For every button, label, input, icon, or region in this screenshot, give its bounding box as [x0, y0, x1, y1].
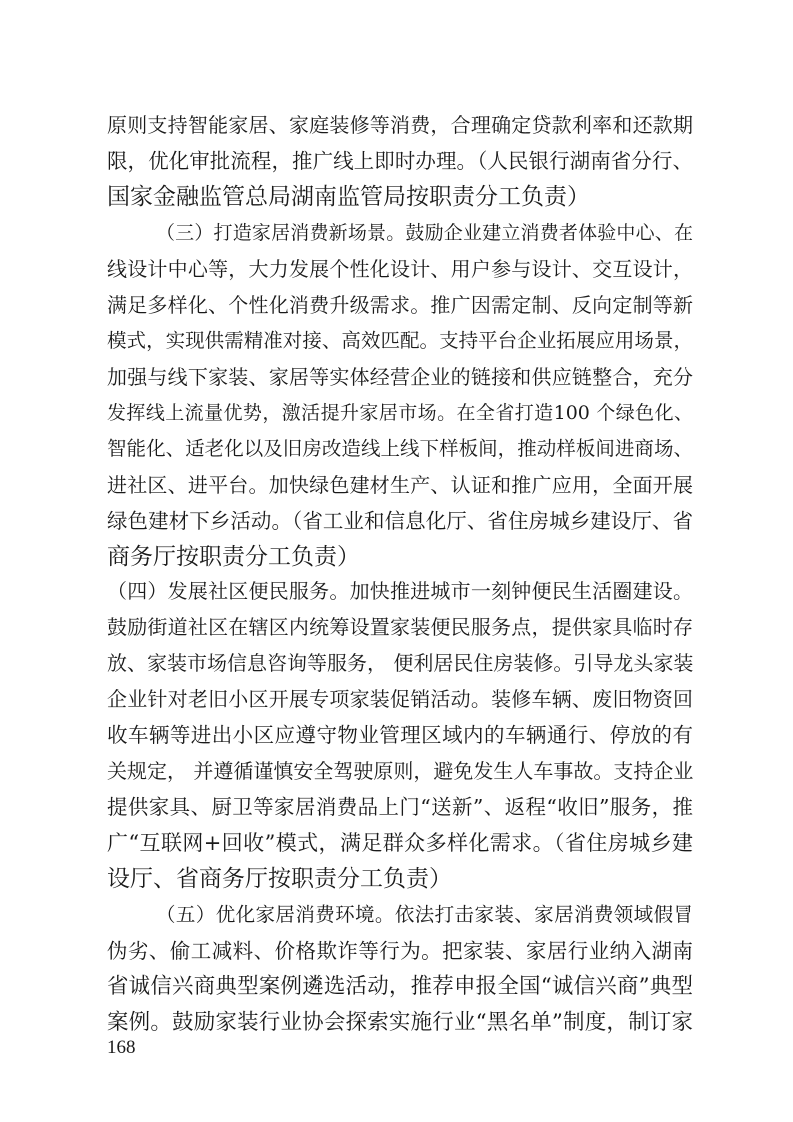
text-line: 满足多样化、个性化消费升级需求。推广因需定制、反向定制等新 — [107, 293, 693, 317]
text-line: 绿色建材下乡活动。（省工业和信息化厅、省住房城乡建设厅、省 — [107, 509, 693, 533]
text-line: 原则支持智能家居、家庭装修等消费，合理确定贷款利率和还款期 — [107, 113, 693, 137]
text-line: 商务厅按职责分工负责） — [107, 544, 360, 570]
text-line: 伪劣、偷工减料、价格欺诈等行为。把家装、家居行业纳入湖南 — [107, 939, 693, 963]
text-line: 提供家具、厨卫等家居消费品上门“送新”、返程“收旧”服务，推 — [107, 795, 693, 819]
text-line: 进社区、进平台。加快绿色建材生产、认证和推广应用，全面开展 — [107, 473, 693, 497]
text-line: 鼓励街道社区在辖区内统筹设置家装便民服务点，提供家具临时存 — [107, 615, 693, 639]
page-number: 168 — [107, 1037, 136, 1058]
text-line: 加强与线下家装、家居等实体经营企业的链接和供应链整合，充分 — [107, 365, 693, 389]
text-line: 设厅、省商务厅按职责分工负责） — [107, 866, 452, 892]
text-line: 发挥线上流量优势，激活提升家居市场。在全省打造100 个绿色化、 — [107, 402, 693, 424]
text-line: 收车辆等进出小区应遵守物业管理区域内的车辆通行、停放的有 — [107, 723, 693, 747]
section-heading-line: （三）打造家居消费新场景。鼓励企业建立消费者体验中心、在 — [156, 222, 693, 244]
text-line: 限，优化审批流程，推广线上即时办理。（人民银行湖南省分行、 — [107, 149, 693, 173]
text-line: 关规定， 并遵循谨慎安全驾驶原则，避免发生人车事故。支持企业 — [107, 759, 694, 783]
text-line: 企业针对老旧小区开展专项家装促销活动。装修车辆、废旧物资回 — [107, 687, 693, 711]
section-heading-line: （五）优化家居消费环境。依法打击家装、家居消费领域假冒 — [156, 903, 693, 926]
text-line: 智能化、适老化以及旧房改造线上线下样板间，推动样板间进商场、 — [107, 437, 693, 460]
section-heading-line: （四）发展社区便民服务。加快推进城市一刻钟便民生活圈建设。 — [107, 579, 693, 603]
text-line: 模式，实现供需精准对接、高效匹配。支持平台企业拓展应用场景， — [107, 329, 693, 352]
text-line: 国家金融监管总局湖南监管局按职责分工负责） — [107, 184, 590, 210]
text-line: 放、家装市场信息咨询等服务， 便利居民住房装修。引导龙头家装 — [107, 651, 694, 675]
text-line: 线设计中心等，大力发展个性化设计、用户参与设计、交互设计， — [107, 257, 693, 281]
text-line: 省诚信兴商典型案例遴选活动，推荐申报全国“诚信兴商”典型 — [107, 974, 693, 999]
text-line: 广“互联网+回收”模式，满足群众多样化需求。（省住房城乡建 — [107, 831, 693, 855]
text-line: 案例。鼓励家装行业协会探索实施行业“黑名单”制度，制订家 — [107, 1010, 693, 1035]
